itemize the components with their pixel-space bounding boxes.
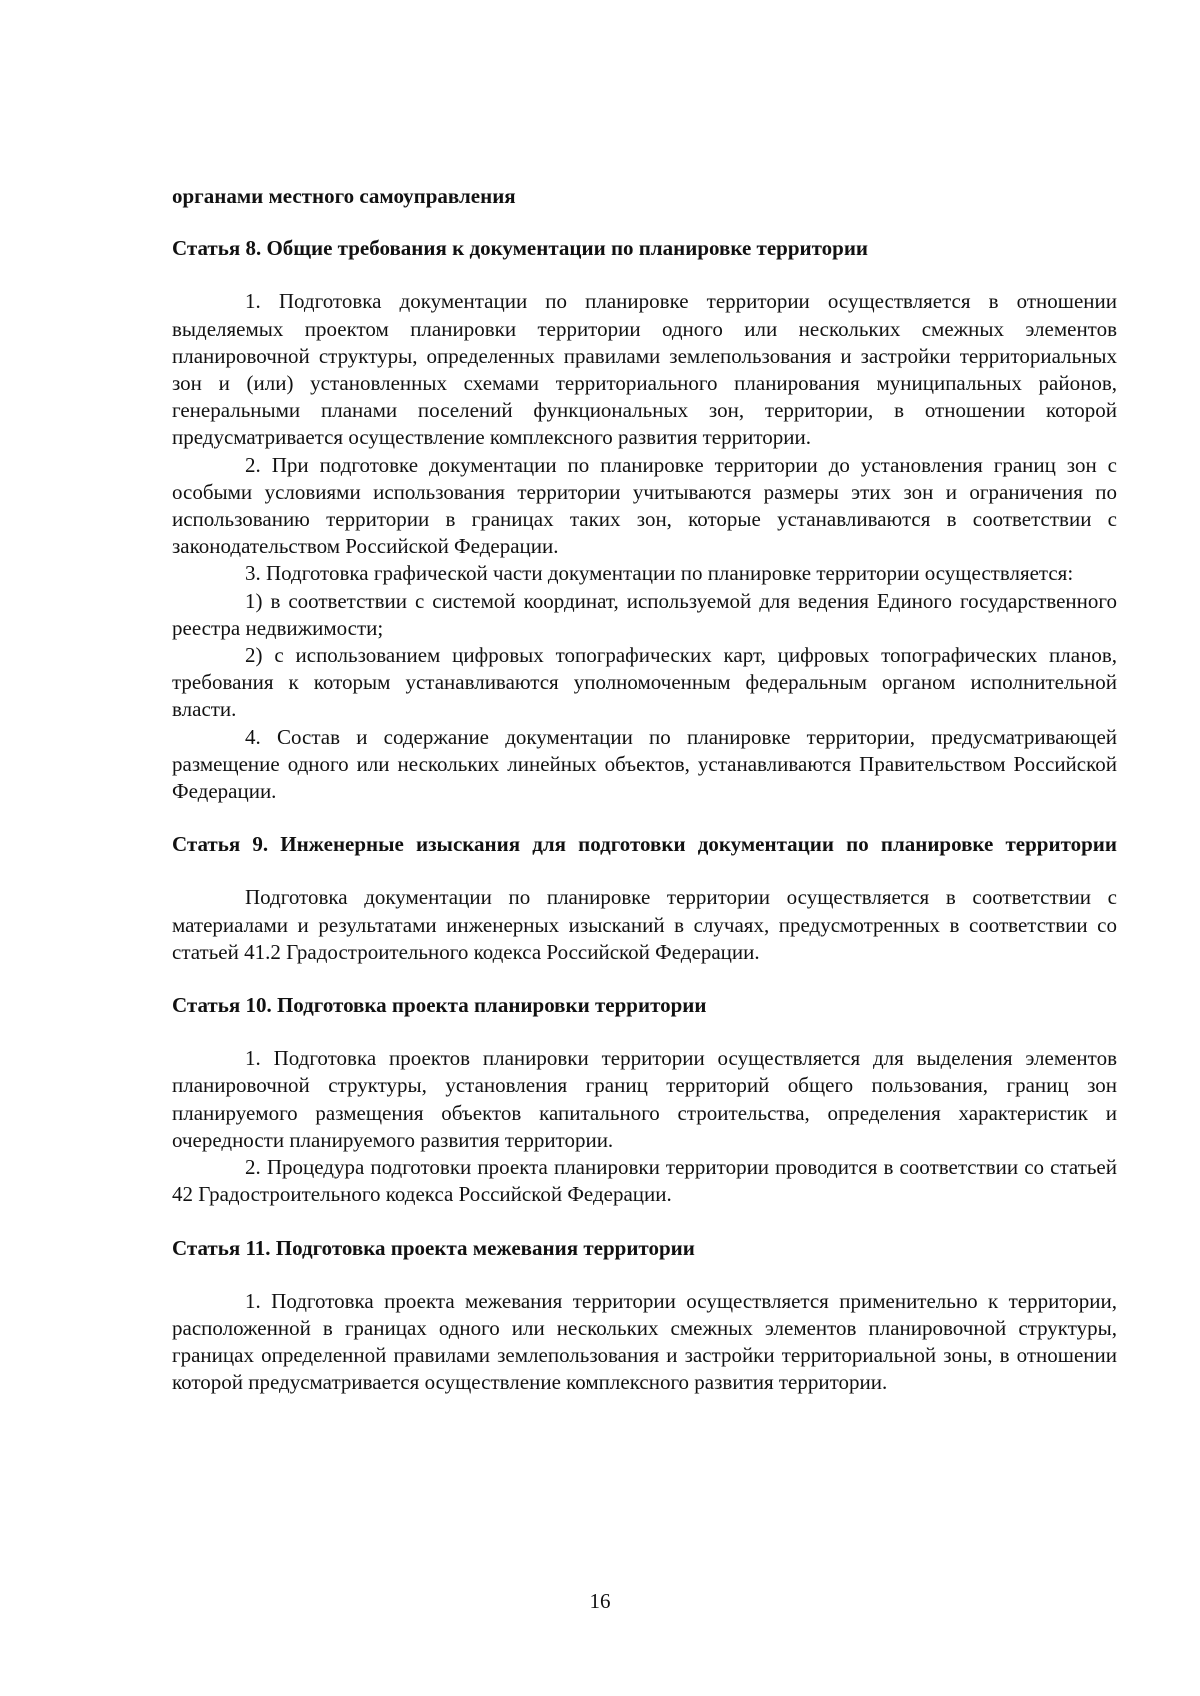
- article-11-paragraph-1: 1. Подготовка проекта межевания территории осуществляется применительно к территории, расположенной в границах одного или нескольких смежных элементов планировочной структуры, границах определенной правилами землепользования и застройки территориальной зоны, в отношении которой предусматривается осуществление комплексного развития территории.: [172, 1288, 1117, 1395]
- article-10-heading: Статья 10. Подготовка проекта планировки территории: [172, 993, 707, 1018]
- article-8-paragraph-3-item-2: 2) с использованием цифровых топографических карт, цифровых топографических планов, требования к которым устанавливаются уполномоченным федеральным органом исполнительной власти.: [172, 643, 1117, 722]
- document-body: [172, 183, 1117, 1397]
- article-8-paragraph-3: 3. Подготовка графической части документации по планировке территории осуществляется:: [245, 561, 1074, 586]
- section-heading-top: органами местного самоуправления: [172, 184, 516, 208]
- article-9-heading: Статья 9. Инженерные изыскания для подготовки документации по планировке территории: [172, 832, 1117, 857]
- article-8-heading: Статья 8. Общие требования к документации по планировке территории: [172, 236, 869, 261]
- article-8-paragraph-2: 2. При подготовке документации по планировке территории до установления границ зон с особыми условиями использования территории учитываются размеры этих зон и ограничения по использованию территории в границах таких зон, которые устанавливаются в соответствии с законодательством Российской Федерации.: [172, 452, 1117, 559]
- article-8-paragraph-3-item-1: 1) в соответствии с системой координат, используемой для ведения Единого государственного реестра недвижимости;: [172, 588, 1117, 640]
- article-8-paragraph-1: 1. Подготовка документации по планировке территории осуществляется в отношении выделяемых проектом планировки территории одного или нескольких смежных элементов планировочной структуры, определенных правилами землепользования и застройки территориальных зон и (или) установленных схемами территориального планирования муниципальных районов, генеральными планами поселений функциональных зон, территории, в отношении которой предусматривается осуществление комплексного развития территории.: [172, 289, 1117, 450]
- page-number: 16: [589, 1589, 611, 1613]
- article-9-paragraph-1: Подготовка документации по планировке территории осуществляется в соответствии с материалами и результатами инженерных изысканий в случаях, предусмотренных в соответствии со статьей 41.2 Градостроительного кодекса Российской Федерации.: [172, 885, 1117, 964]
- article-10-paragraph-2: 2. Процедура подготовки проекта планировки территории проводится в соответствии со статьей 42 Градостроительного кодекса Российской Федерации.: [172, 1155, 1117, 1207]
- article-11-heading: Статья 11. Подготовка проекта межевания территории: [172, 1235, 695, 1260]
- article-10-paragraph-1: 1. Подготовка проектов планировки территории осуществляется для выделения элементов планировочной структуры, установления границ территорий общего пользования, границ зон планируемого размещения объектов капитального строительства, определения характеристик и очередности планируемого развития территории.: [172, 1046, 1117, 1152]
- article-8-paragraph-4: 4. Состав и содержание документации по планировке территории, предусматривающей размещение одного или нескольких линейных объектов, устанавливаются Правительством Российской Федерации.: [172, 724, 1117, 804]
